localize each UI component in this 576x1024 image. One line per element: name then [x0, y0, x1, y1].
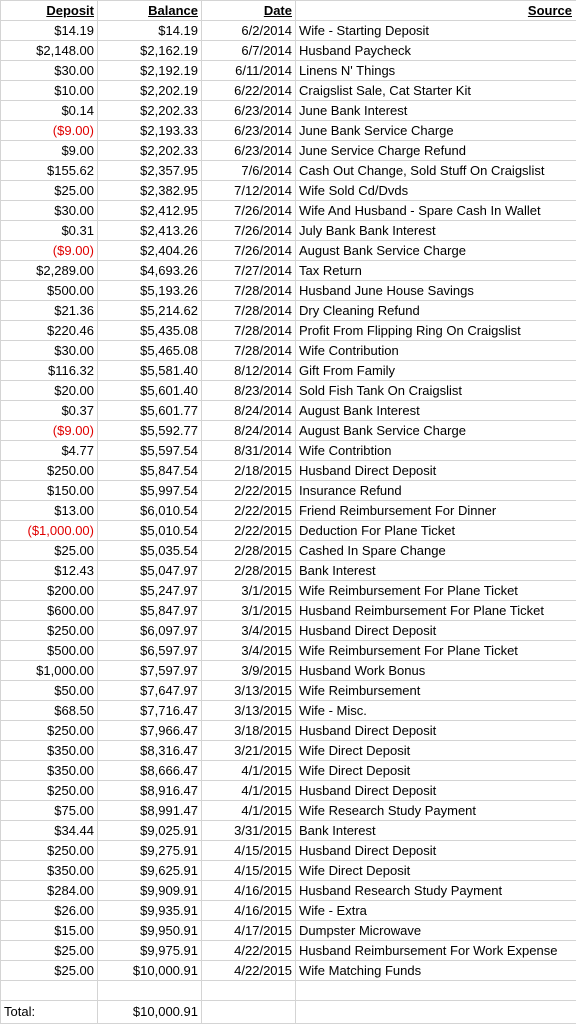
deposit-cell[interactable]: ($9.00): [1, 121, 98, 141]
balance-cell[interactable]: $8,666.47: [98, 761, 202, 781]
deposit-cell[interactable]: $68.50: [1, 701, 98, 721]
balance-cell[interactable]: $8,991.47: [98, 801, 202, 821]
table-row: [1, 281, 576, 301]
source-cell[interactable]: Cash Out Change, Sold Stuff On Craigslist: [296, 161, 576, 181]
balance-cell[interactable]: $5,010.54: [98, 521, 202, 541]
source-cell[interactable]: Wife Reimbursement: [296, 681, 576, 701]
date-cell[interactable]: 7/26/2014: [202, 221, 296, 241]
balance-cell[interactable]: $2,382.95: [98, 181, 202, 201]
table-row: [1, 401, 576, 421]
balance-cell[interactable]: $5,214.62: [98, 301, 202, 321]
deposit-cell[interactable]: $0.14: [1, 101, 98, 121]
balance-cell[interactable]: $5,997.54: [98, 481, 202, 501]
deposit-cell[interactable]: $20.00: [1, 381, 98, 401]
source-cell[interactable]: Husband Direct Deposit: [296, 721, 576, 741]
source-cell[interactable]: August Bank Interest: [296, 401, 576, 421]
table-row: [1, 841, 576, 861]
table-row: [1, 661, 576, 681]
date-cell[interactable]: 7/12/2014: [202, 181, 296, 201]
date-cell[interactable]: 3/13/2015: [202, 681, 296, 701]
balance-cell[interactable]: $2,162.19: [98, 41, 202, 61]
date-cell[interactable]: 6/7/2014: [202, 41, 296, 61]
table-row: [1, 861, 576, 881]
source-cell[interactable]: Insurance Refund: [296, 481, 576, 501]
deposit-cell[interactable]: $13.00: [1, 501, 98, 521]
balance-cell[interactable]: $5,601.40: [98, 381, 202, 401]
date-cell[interactable]: 3/13/2015: [202, 701, 296, 721]
table-row: [1, 221, 576, 241]
source-cell[interactable]: Wife - Extra: [296, 901, 576, 921]
deposit-cell[interactable]: $2,289.00: [1, 261, 98, 281]
table-row: [1, 621, 576, 641]
table-row: [1, 801, 576, 821]
balance-cell[interactable]: $7,597.97: [98, 661, 202, 681]
blank-cell[interactable]: [202, 981, 296, 1001]
date-cell[interactable]: 6/23/2014: [202, 141, 296, 161]
date-cell[interactable]: 2/18/2015: [202, 461, 296, 481]
table-row: [1, 441, 576, 461]
deposit-cell[interactable]: $75.00: [1, 801, 98, 821]
source-cell[interactable]: June Bank Interest: [296, 101, 576, 121]
date-cell[interactable]: 7/26/2014: [202, 201, 296, 221]
balance-cell[interactable]: $5,247.97: [98, 581, 202, 601]
deposit-cell[interactable]: $30.00: [1, 61, 98, 81]
balance-cell[interactable]: $5,465.08: [98, 341, 202, 361]
deposit-cell[interactable]: $250.00: [1, 781, 98, 801]
date-cell[interactable]: 4/16/2015: [202, 881, 296, 901]
balance-cell[interactable]: $5,847.97: [98, 601, 202, 621]
source-cell[interactable]: Husband Reimbursement For Work Expense: [296, 941, 576, 961]
deposit-cell[interactable]: $21.36: [1, 301, 98, 321]
date-cell[interactable]: 6/22/2014: [202, 81, 296, 101]
balance-cell[interactable]: $2,202.33: [98, 141, 202, 161]
source-cell[interactable]: Husband Paycheck: [296, 41, 576, 61]
table-row: [1, 301, 576, 321]
balance-cell[interactable]: $2,202.33: [98, 101, 202, 121]
balance-cell[interactable]: $9,625.91: [98, 861, 202, 881]
source-cell[interactable]: Wife Matching Funds: [296, 961, 576, 981]
balance-cell[interactable]: $2,192.19: [98, 61, 202, 81]
table-row: [1, 681, 576, 701]
table-row: [1, 521, 576, 541]
balance-cell[interactable]: $5,592.77: [98, 421, 202, 441]
balance-cell[interactable]: $5,581.40: [98, 361, 202, 381]
source-cell[interactable]: Wife - Starting Deposit: [296, 21, 576, 41]
source-cell[interactable]: Wife Reimbursement For Plane Ticket: [296, 581, 576, 601]
source-cell[interactable]: Wife - Misc.: [296, 701, 576, 721]
blank-cell[interactable]: [1, 981, 98, 1001]
source-cell[interactable]: Husband Research Study Payment: [296, 881, 576, 901]
date-cell[interactable]: 4/16/2015: [202, 901, 296, 921]
balance-cell[interactable]: $5,035.54: [98, 541, 202, 561]
source-cell[interactable]: Husband Direct Deposit: [296, 621, 576, 641]
balance-cell[interactable]: $9,975.91: [98, 941, 202, 961]
date-cell[interactable]: 4/1/2015: [202, 801, 296, 821]
source-header[interactable]: Source: [296, 1, 576, 21]
date-cell[interactable]: 7/6/2014: [202, 161, 296, 181]
date-cell[interactable]: 4/15/2015: [202, 841, 296, 861]
source-cell[interactable]: Wife Direct Deposit: [296, 861, 576, 881]
date-header[interactable]: Date: [202, 1, 296, 21]
deposit-header[interactable]: Deposit: [1, 1, 98, 21]
table-row: [1, 581, 576, 601]
balance-cell[interactable]: $2,357.95: [98, 161, 202, 181]
date-cell[interactable]: 6/23/2014: [202, 121, 296, 141]
deposit-cell[interactable]: $26.00: [1, 901, 98, 921]
deposit-cell[interactable]: ($9.00): [1, 421, 98, 441]
source-cell[interactable]: Bank Interest: [296, 821, 576, 841]
date-cell[interactable]: 8/12/2014: [202, 361, 296, 381]
balance-cell[interactable]: $2,193.33: [98, 121, 202, 141]
source-cell[interactable]: August Bank Service Charge: [296, 241, 576, 261]
table-row: [1, 61, 576, 81]
table-row: [1, 901, 576, 921]
source-cell[interactable]: Dry Cleaning Refund: [296, 301, 576, 321]
deposit-cell[interactable]: $30.00: [1, 341, 98, 361]
balance-cell[interactable]: $4,693.26: [98, 261, 202, 281]
table-row: [1, 201, 576, 221]
balance-cell[interactable]: $9,275.91: [98, 841, 202, 861]
source-cell[interactable]: Bank Interest: [296, 561, 576, 581]
date-cell[interactable]: 7/27/2014: [202, 261, 296, 281]
deposit-cell[interactable]: $250.00: [1, 461, 98, 481]
source-cell[interactable]: Wife Reimbursement For Plane Ticket: [296, 641, 576, 661]
balance-cell[interactable]: $9,909.91: [98, 881, 202, 901]
deposit-cell[interactable]: $50.00: [1, 681, 98, 701]
header-row: [1, 1, 576, 21]
table-row: [1, 321, 576, 341]
date-cell[interactable]: 6/11/2014: [202, 61, 296, 81]
table-row: [1, 881, 576, 901]
source-cell[interactable]: June Service Charge Refund: [296, 141, 576, 161]
deposit-cell[interactable]: $250.00: [1, 721, 98, 741]
source-cell[interactable]: Wife And Husband - Spare Cash In Wallet: [296, 201, 576, 221]
deposit-cell[interactable]: $150.00: [1, 481, 98, 501]
balance-cell[interactable]: $8,916.47: [98, 781, 202, 801]
balance-cell[interactable]: $6,097.97: [98, 621, 202, 641]
total-value[interactable]: $10,000.91: [98, 1001, 202, 1024]
date-cell[interactable]: 3/4/2015: [202, 621, 296, 641]
table-row: [1, 21, 576, 41]
balance-cell[interactable]: $7,966.47: [98, 721, 202, 741]
balance-cell[interactable]: $9,025.91: [98, 821, 202, 841]
balance-header[interactable]: Balance: [98, 1, 202, 21]
deposit-cell[interactable]: $0.37: [1, 401, 98, 421]
deposit-cell[interactable]: $2,148.00: [1, 41, 98, 61]
date-cell[interactable]: 4/22/2015: [202, 941, 296, 961]
deposit-cell[interactable]: $4.77: [1, 441, 98, 461]
deposit-cell[interactable]: $10.00: [1, 81, 98, 101]
date-cell[interactable]: 8/31/2014: [202, 441, 296, 461]
table-row: [1, 261, 576, 281]
source-cell[interactable]: Tax Return: [296, 261, 576, 281]
source-cell[interactable]: June Bank Service Charge: [296, 121, 576, 141]
balance-cell[interactable]: $9,935.91: [98, 901, 202, 921]
balance-cell[interactable]: $2,404.26: [98, 241, 202, 261]
source-cell[interactable]: Wife Contribution: [296, 341, 576, 361]
source-cell[interactable]: Linens N' Things: [296, 61, 576, 81]
table-row: [1, 741, 576, 761]
deposit-cell[interactable]: $350.00: [1, 861, 98, 881]
table-row: [1, 241, 576, 261]
source-cell[interactable]: Wife Research Study Payment: [296, 801, 576, 821]
date-cell[interactable]: 2/28/2015: [202, 561, 296, 581]
source-cell[interactable]: Husband Reimbursement For Plane Ticket: [296, 601, 576, 621]
date-cell[interactable]: 7/28/2014: [202, 301, 296, 321]
date-cell[interactable]: 8/24/2014: [202, 421, 296, 441]
table-row: [1, 761, 576, 781]
deposit-cell[interactable]: $9.00: [1, 141, 98, 161]
date-cell[interactable]: 3/21/2015: [202, 741, 296, 761]
table-row: [1, 101, 576, 121]
source-cell[interactable]: Cashed In Spare Change: [296, 541, 576, 561]
deposit-cell[interactable]: $284.00: [1, 881, 98, 901]
balance-cell[interactable]: $5,435.08: [98, 321, 202, 341]
date-cell[interactable]: 2/22/2015: [202, 501, 296, 521]
source-cell[interactable]: Dumpster Microwave: [296, 921, 576, 941]
date-cell[interactable]: 7/28/2014: [202, 341, 296, 361]
balance-cell[interactable]: $2,413.26: [98, 221, 202, 241]
balance-cell[interactable]: $5,847.54: [98, 461, 202, 481]
balance-cell[interactable]: $14.19: [98, 21, 202, 41]
source-cell[interactable]: Sold Fish Tank On Craigslist: [296, 381, 576, 401]
balance-cell[interactable]: $5,601.77: [98, 401, 202, 421]
source-cell[interactable]: Friend Reimbursement For Dinner: [296, 501, 576, 521]
deposit-cell[interactable]: $30.00: [1, 201, 98, 221]
deposit-cell[interactable]: $34.44: [1, 821, 98, 841]
total-row: [1, 1001, 576, 1024]
date-cell[interactable]: 7/26/2014: [202, 241, 296, 261]
date-cell[interactable]: 2/22/2015: [202, 521, 296, 541]
table-row: [1, 541, 576, 561]
table-row: [1, 961, 576, 981]
source-cell[interactable]: Husband Direct Deposit: [296, 841, 576, 861]
table-row: [1, 341, 576, 361]
source-cell[interactable]: August Bank Service Charge: [296, 421, 576, 441]
blank-row: [1, 981, 576, 1001]
date-cell[interactable]: 4/1/2015: [202, 761, 296, 781]
deposit-cell[interactable]: $25.00: [1, 961, 98, 981]
deposit-cell[interactable]: $500.00: [1, 641, 98, 661]
balance-cell[interactable]: $5,047.97: [98, 561, 202, 581]
source-cell[interactable]: Wife Direct Deposit: [296, 761, 576, 781]
table-row: [1, 421, 576, 441]
source-cell[interactable]: Husband Direct Deposit: [296, 781, 576, 801]
deposit-cell[interactable]: $25.00: [1, 541, 98, 561]
deposit-cell[interactable]: $220.46: [1, 321, 98, 341]
date-cell[interactable]: 3/18/2015: [202, 721, 296, 741]
deposit-cell[interactable]: $25.00: [1, 181, 98, 201]
source-cell[interactable]: Gift From Family: [296, 361, 576, 381]
deposit-cell[interactable]: $200.00: [1, 581, 98, 601]
balance-cell[interactable]: $6,597.97: [98, 641, 202, 661]
table-row: [1, 161, 576, 181]
blank-cell[interactable]: [98, 981, 202, 1001]
balance-cell[interactable]: $8,316.47: [98, 741, 202, 761]
deposit-cell[interactable]: $25.00: [1, 941, 98, 961]
table-row: [1, 461, 576, 481]
source-cell[interactable]: Deduction For Plane Ticket: [296, 521, 576, 541]
table-row: [1, 921, 576, 941]
deposit-cell[interactable]: $14.19: [1, 21, 98, 41]
table-row: [1, 381, 576, 401]
source-cell[interactable]: Wife Sold Cd/Dvds: [296, 181, 576, 201]
table-row: [1, 721, 576, 741]
blank-cell[interactable]: [202, 1001, 296, 1024]
deposit-cell[interactable]: $15.00: [1, 921, 98, 941]
balance-cell[interactable]: $7,716.47: [98, 701, 202, 721]
date-cell[interactable]: 4/15/2015: [202, 861, 296, 881]
date-cell[interactable]: 8/24/2014: [202, 401, 296, 421]
deposit-cell[interactable]: $12.43: [1, 561, 98, 581]
date-cell[interactable]: 6/2/2014: [202, 21, 296, 41]
ledger-body: [1, 21, 576, 981]
date-cell[interactable]: 7/28/2014: [202, 321, 296, 341]
date-cell[interactable]: 3/9/2015: [202, 661, 296, 681]
balance-cell[interactable]: $9,950.91: [98, 921, 202, 941]
deposit-cell[interactable]: $1,000.00: [1, 661, 98, 681]
date-cell[interactable]: 4/1/2015: [202, 781, 296, 801]
deposit-cell[interactable]: ($9.00): [1, 241, 98, 261]
deposit-cell[interactable]: $350.00: [1, 761, 98, 781]
date-cell[interactable]: 6/23/2014: [202, 101, 296, 121]
blank-cell[interactable]: [296, 981, 576, 1001]
balance-cell[interactable]: $5,597.54: [98, 441, 202, 461]
date-cell[interactable]: 3/1/2015: [202, 601, 296, 621]
deposit-cell[interactable]: ($1,000.00): [1, 521, 98, 541]
source-cell[interactable]: Craigslist Sale, Cat Starter Kit: [296, 81, 576, 101]
deposit-cell[interactable]: $0.31: [1, 221, 98, 241]
deposit-cell[interactable]: $600.00: [1, 601, 98, 621]
source-cell[interactable]: Husband June House Savings: [296, 281, 576, 301]
date-cell[interactable]: 2/22/2015: [202, 481, 296, 501]
balance-cell[interactable]: $7,647.97: [98, 681, 202, 701]
table-row: [1, 701, 576, 721]
deposit-cell[interactable]: $116.32: [1, 361, 98, 381]
table-row: [1, 361, 576, 381]
balance-cell[interactable]: $2,412.95: [98, 201, 202, 221]
deposit-cell[interactable]: $500.00: [1, 281, 98, 301]
table-row: [1, 81, 576, 101]
date-cell[interactable]: 7/28/2014: [202, 281, 296, 301]
date-cell[interactable]: 2/28/2015: [202, 541, 296, 561]
date-cell[interactable]: 3/1/2015: [202, 581, 296, 601]
source-cell[interactable]: Wife Direct Deposit: [296, 741, 576, 761]
table-row: [1, 181, 576, 201]
table-row: [1, 781, 576, 801]
balance-cell[interactable]: $10,000.91: [98, 961, 202, 981]
source-cell[interactable]: Profit From Flipping Ring On Craigslist: [296, 321, 576, 341]
table-row: [1, 141, 576, 161]
source-cell[interactable]: July Bank Bank Interest: [296, 221, 576, 241]
balance-cell[interactable]: $6,010.54: [98, 501, 202, 521]
source-cell[interactable]: Husband Direct Deposit: [296, 461, 576, 481]
deposit-cell[interactable]: $155.62: [1, 161, 98, 181]
deposit-cell[interactable]: $250.00: [1, 621, 98, 641]
table-row: [1, 41, 576, 61]
balance-cell[interactable]: $5,193.26: [98, 281, 202, 301]
balance-cell[interactable]: $2,202.19: [98, 81, 202, 101]
source-cell[interactable]: Husband Work Bonus: [296, 661, 576, 681]
deposit-cell[interactable]: $250.00: [1, 841, 98, 861]
source-cell[interactable]: Wife Contribtion: [296, 441, 576, 461]
date-cell[interactable]: 3/4/2015: [202, 641, 296, 661]
table-row: [1, 481, 576, 501]
table-row: [1, 641, 576, 661]
blank-cell[interactable]: [296, 1001, 576, 1024]
table-row: [1, 501, 576, 521]
date-cell[interactable]: 4/22/2015: [202, 961, 296, 981]
deposit-cell[interactable]: $350.00: [1, 741, 98, 761]
table-row: [1, 941, 576, 961]
date-cell[interactable]: 3/31/2015: [202, 821, 296, 841]
date-cell[interactable]: 4/17/2015: [202, 921, 296, 941]
total-label[interactable]: Total:: [1, 1001, 98, 1024]
table-row: [1, 121, 576, 141]
table-row: [1, 601, 576, 621]
table-row: [1, 561, 576, 581]
table-row: [1, 821, 576, 841]
date-cell[interactable]: 8/23/2014: [202, 381, 296, 401]
